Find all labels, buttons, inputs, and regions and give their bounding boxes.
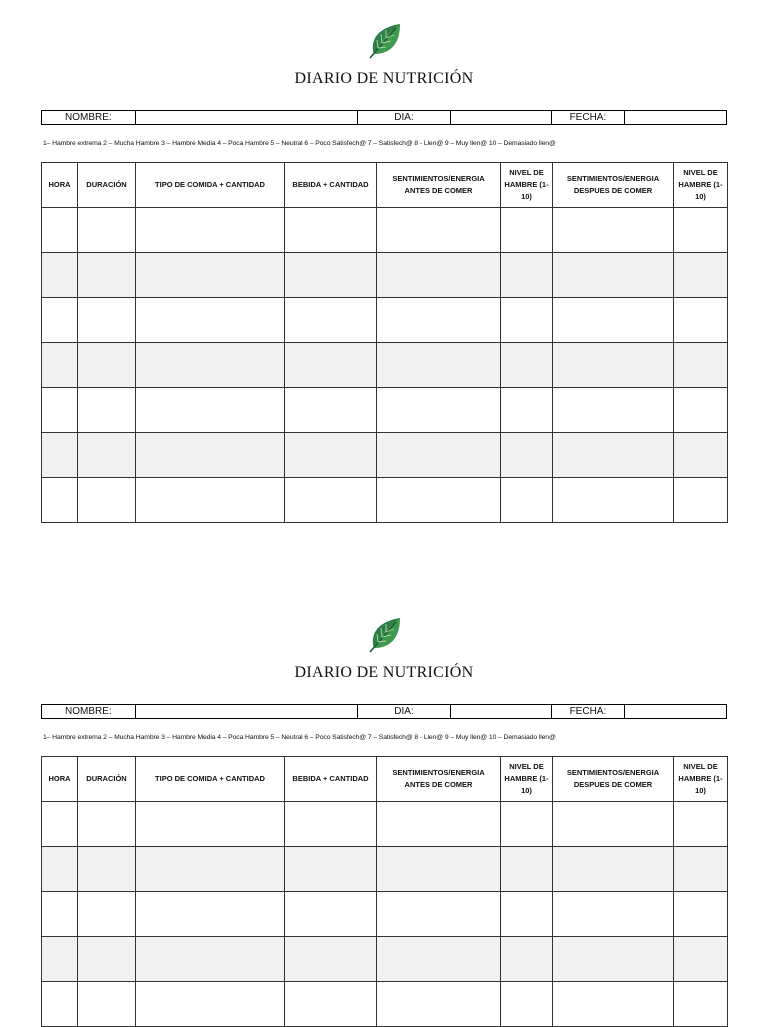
column-header: SENTIMIENTOS/ENERGIA ANTES DE COMER: [377, 163, 501, 208]
table-cell[interactable]: [136, 892, 285, 937]
table-cell[interactable]: [285, 802, 377, 847]
table-cell[interactable]: [377, 388, 501, 433]
table-cell[interactable]: [674, 892, 728, 937]
header-fields-row: [41, 110, 727, 125]
fecha-label: FECHA:: [552, 705, 626, 718]
table-cell[interactable]: [136, 343, 285, 388]
table-cell[interactable]: [285, 847, 377, 892]
column-header: HORA: [42, 757, 78, 802]
table-row: [42, 937, 728, 982]
table-row: [42, 478, 728, 523]
table-cell[interactable]: [136, 982, 285, 1027]
table-cell[interactable]: [377, 847, 501, 892]
table-row: [42, 208, 728, 253]
table-cell[interactable]: [136, 937, 285, 982]
table-cell[interactable]: [42, 802, 78, 847]
fecha-field[interactable]: [625, 111, 726, 124]
table-cell[interactable]: [674, 388, 728, 433]
dia-field[interactable]: [451, 705, 552, 718]
page-title: DIARIO DE NUTRICIÓN: [294, 664, 474, 681]
table-row: [42, 847, 728, 892]
meal-log-table: [41, 756, 728, 1027]
table-cell[interactable]: [501, 478, 553, 523]
table-cell[interactable]: [674, 343, 728, 388]
table-cell[interactable]: [377, 937, 501, 982]
table-cell[interactable]: [136, 208, 285, 253]
header-fields-row: [41, 704, 727, 719]
meal-log-table: [41, 162, 728, 523]
table-cell[interactable]: [501, 298, 553, 343]
table-cell[interactable]: [42, 253, 78, 298]
page-title: DIARIO DE NUTRICIÓN: [294, 70, 474, 87]
table-cell[interactable]: [377, 433, 501, 478]
table-cell[interactable]: [674, 937, 728, 982]
table-cell[interactable]: [553, 208, 674, 253]
table-row: [42, 253, 728, 298]
column-header: NIVEL DE HAMBRE (1-10): [501, 163, 553, 208]
table-row: [42, 343, 728, 388]
table-cell[interactable]: [501, 892, 553, 937]
table-cell[interactable]: [553, 982, 674, 1027]
table-row: [42, 433, 728, 478]
column-header: HORA: [42, 163, 78, 208]
table-cell[interactable]: [553, 892, 674, 937]
table-cell[interactable]: [553, 388, 674, 433]
table-cell[interactable]: [553, 478, 674, 523]
table-cell[interactable]: [674, 253, 728, 298]
hunger-scale-legend: 1– Hambre extrema 2 – Mucha Hambre 3 – Hambre Media 4 – Poca Hambre 5 – Neutral 6 – Poco Satisfech@ 7 – Satisfech@ 8 - Llen@ 9 – Muy llen@ 10 – Demasiado llen@: [43, 140, 556, 147]
column-header: BEBIDA + CANTIDAD: [285, 163, 377, 208]
table-cell[interactable]: [136, 847, 285, 892]
table-cell[interactable]: [501, 253, 553, 298]
table-cell[interactable]: [78, 937, 136, 982]
table-cell[interactable]: [42, 208, 78, 253]
table-cell[interactable]: [553, 847, 674, 892]
column-header: NIVEL DE HAMBRE (1-10): [501, 757, 553, 802]
table-row: [42, 802, 728, 847]
table-cell[interactable]: [285, 982, 377, 1027]
table-cell[interactable]: [674, 847, 728, 892]
table-cell[interactable]: [42, 298, 78, 343]
table-cell[interactable]: [136, 298, 285, 343]
table-cell[interactable]: [501, 847, 553, 892]
dia-label: DIA:: [358, 705, 451, 718]
table-cell[interactable]: [377, 298, 501, 343]
table-row: [42, 982, 728, 1027]
fecha-field[interactable]: [625, 705, 726, 718]
table-cell[interactable]: [136, 802, 285, 847]
table-cell[interactable]: [285, 298, 377, 343]
table-cell[interactable]: [78, 802, 136, 847]
table-cell[interactable]: [78, 343, 136, 388]
table-cell[interactable]: [285, 433, 377, 478]
nombre-label: NOMBRE:: [42, 111, 136, 124]
column-header: SENTIMIENTOS/ENERGIA DESPUES DE COMER: [553, 163, 674, 208]
table-cell[interactable]: [377, 208, 501, 253]
table-cell[interactable]: [78, 847, 136, 892]
table-cell[interactable]: [136, 478, 285, 523]
table-cell[interactable]: [553, 937, 674, 982]
table-cell[interactable]: [501, 982, 553, 1027]
column-header: TIPO DE COMIDA + CANTIDAD: [136, 757, 285, 802]
table-cell[interactable]: [674, 802, 728, 847]
table-cell[interactable]: [501, 802, 553, 847]
table-cell[interactable]: [501, 208, 553, 253]
column-header: DURACIÓN: [78, 757, 136, 802]
table-cell[interactable]: [553, 343, 674, 388]
table-cell[interactable]: [42, 847, 78, 892]
dia-field[interactable]: [451, 111, 552, 124]
leaf-icon: [366, 614, 404, 654]
table-cell[interactable]: [501, 388, 553, 433]
table-cell[interactable]: [136, 433, 285, 478]
table-cell[interactable]: [42, 982, 78, 1027]
nombre-label: NOMBRE:: [42, 705, 136, 718]
table-cell[interactable]: [377, 253, 501, 298]
table-cell[interactable]: [42, 433, 78, 478]
table-cell[interactable]: [377, 892, 501, 937]
table-cell[interactable]: [78, 388, 136, 433]
column-header: TIPO DE COMIDA + CANTIDAD: [136, 163, 285, 208]
leaf-icon: [366, 20, 404, 60]
table-cell[interactable]: [285, 892, 377, 937]
table-header-row: [42, 163, 728, 208]
table-cell[interactable]: [78, 298, 136, 343]
table-cell[interactable]: [553, 298, 674, 343]
table-cell[interactable]: [42, 937, 78, 982]
nombre-field[interactable]: [136, 111, 358, 124]
table-cell[interactable]: [501, 433, 553, 478]
table-cell[interactable]: [377, 343, 501, 388]
table-cell[interactable]: [674, 433, 728, 478]
table-cell[interactable]: [285, 388, 377, 433]
table-cell[interactable]: [285, 343, 377, 388]
table-cell[interactable]: [78, 892, 136, 937]
table-cell[interactable]: [674, 478, 728, 523]
column-header: SENTIMIENTOS/ENERGIA DESPUES DE COMER: [553, 757, 674, 802]
table-cell[interactable]: [285, 208, 377, 253]
table-row: [42, 892, 728, 937]
table-cell[interactable]: [78, 253, 136, 298]
table-cell[interactable]: [553, 433, 674, 478]
table-cell[interactable]: [553, 253, 674, 298]
table-cell[interactable]: [42, 892, 78, 937]
dia-label: DIA:: [358, 111, 451, 124]
column-header: NIVEL DE HAMBRE (1-10): [674, 757, 728, 802]
table-cell[interactable]: [674, 208, 728, 253]
table-cell[interactable]: [377, 478, 501, 523]
table-cell[interactable]: [377, 982, 501, 1027]
column-header: SENTIMIENTOS/ENERGIA ANTES DE COMER: [377, 757, 501, 802]
table-cell[interactable]: [78, 478, 136, 523]
table-header-row: [42, 757, 728, 802]
column-header: DURACIÓN: [78, 163, 136, 208]
table-cell[interactable]: [78, 208, 136, 253]
table-row: [42, 388, 728, 433]
table-cell[interactable]: [674, 982, 728, 1027]
table-cell[interactable]: [136, 388, 285, 433]
column-header: BEBIDA + CANTIDAD: [285, 757, 377, 802]
table-cell[interactable]: [42, 478, 78, 523]
table-cell[interactable]: [501, 937, 553, 982]
table-cell[interactable]: [501, 343, 553, 388]
table-row: [42, 298, 728, 343]
table-cell[interactable]: [136, 253, 285, 298]
table-cell[interactable]: [78, 433, 136, 478]
column-header: NIVEL DE HAMBRE (1-10): [674, 163, 728, 208]
hunger-scale-legend: 1– Hambre extrema 2 – Mucha Hambre 3 – Hambre Media 4 – Poca Hambre 5 – Neutral 6 – Poco Satisfech@ 7 – Satisfech@ 8 - Llen@ 9 – Muy llen@ 10 – Demasiado llen@: [43, 734, 556, 741]
nombre-field[interactable]: [136, 705, 358, 718]
table-cell[interactable]: [553, 802, 674, 847]
table-cell[interactable]: [78, 982, 136, 1027]
table-cell[interactable]: [377, 802, 501, 847]
table-cell[interactable]: [285, 478, 377, 523]
fecha-label: FECHA:: [552, 111, 626, 124]
table-cell[interactable]: [42, 388, 78, 433]
table-cell[interactable]: [285, 253, 377, 298]
table-cell[interactable]: [285, 937, 377, 982]
table-cell[interactable]: [674, 298, 728, 343]
table-cell[interactable]: [42, 343, 78, 388]
